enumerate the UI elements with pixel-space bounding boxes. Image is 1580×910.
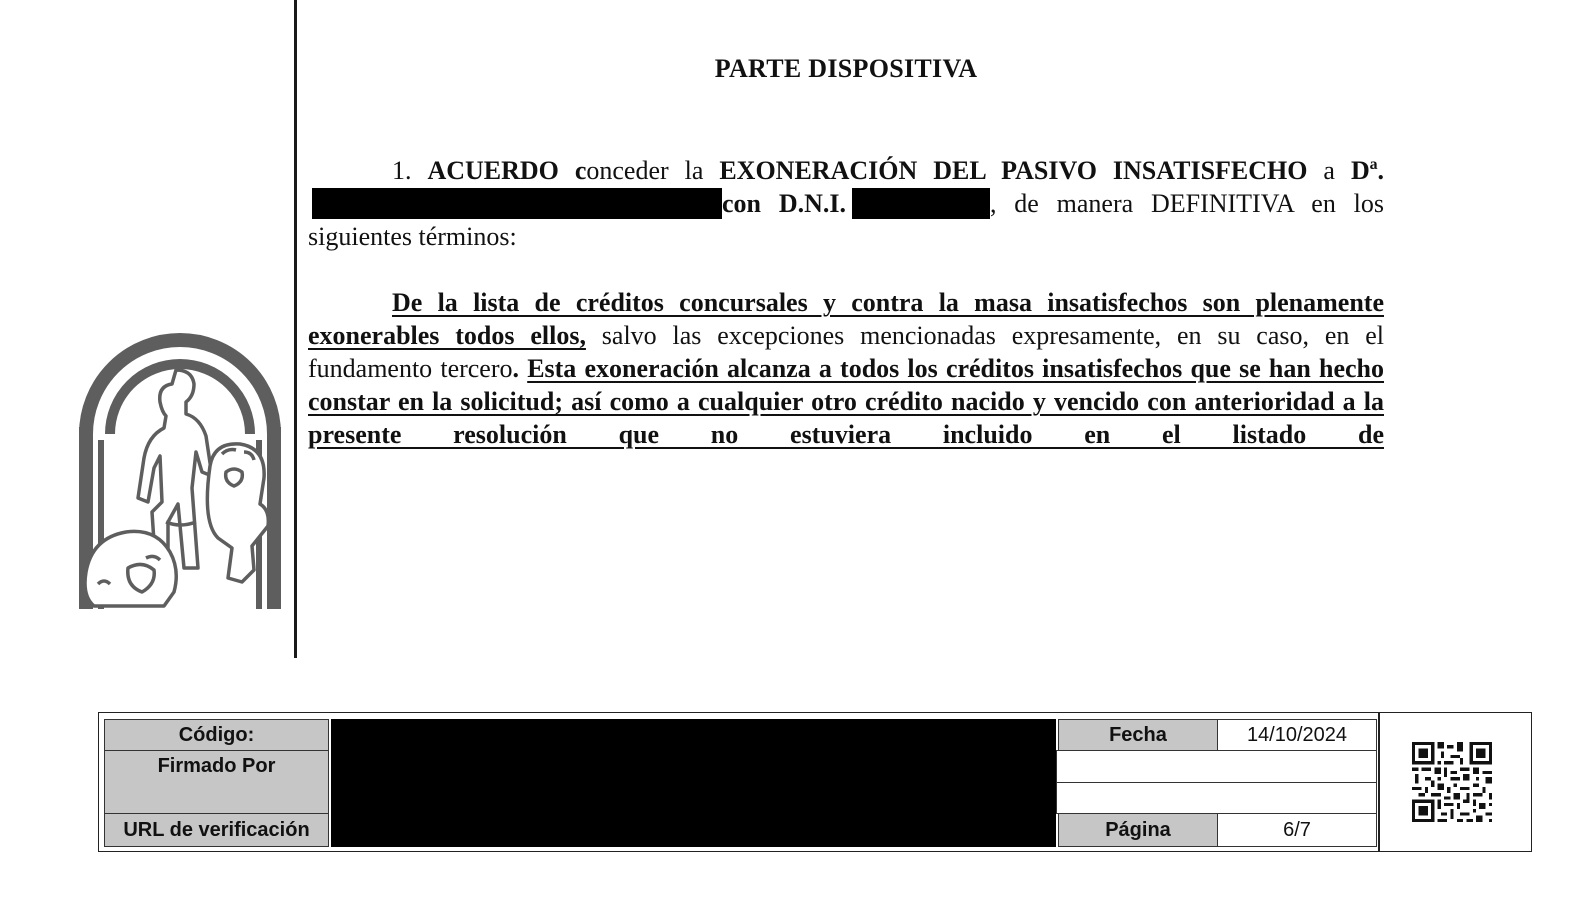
- preposition-a: a: [1307, 156, 1335, 185]
- empty-row-2: [1056, 782, 1377, 814]
- qr-code-icon[interactable]: [1412, 742, 1492, 822]
- pagina-label: Página: [1058, 813, 1218, 847]
- firmado-label: Firmado Por: [104, 750, 329, 814]
- dni-label: con D.N.I.: [722, 189, 846, 218]
- redacted-signature-info: [331, 719, 1056, 847]
- redacted-name: [312, 188, 722, 219]
- section-title: PARTE DISPOSITIVA: [714, 54, 978, 83]
- scope-underlined-2: Esta exoneración alcanza a todos los créditos insatisfechos que se han hecho constar en la solicitud; así como a cualquier otro crédito nacido y vencido con anterioridad a la presente resolución que no estuviera incluido en el listado de: [308, 354, 1384, 449]
- paragraph-agreement: [308, 154, 1384, 253]
- fecha-value: 14/10/2024: [1217, 719, 1377, 751]
- codigo-label: Código:: [104, 719, 329, 751]
- margin-rule: [294, 0, 297, 658]
- junta-andalucia-emblem-icon: [76, 322, 284, 618]
- scope-text: salvo las excepciones mencionadas expresamente, en su caso, en el fundamento tercero: [308, 321, 1384, 383]
- list-number: 1.: [392, 156, 428, 185]
- qr-divider: [1378, 712, 1380, 852]
- paragraph-scope: [308, 286, 1384, 451]
- fecha-label: Fecha: [1058, 719, 1218, 751]
- scope-underlined-1: De la lista de créditos concursales y contra la masa insatisfechos son plenamente exonerables todos ellos,: [308, 288, 1384, 350]
- redacted-dni: [852, 188, 990, 219]
- acuerdo-text: onceder la: [586, 156, 720, 185]
- empty-row-1: [1056, 750, 1377, 783]
- agreement-tail: , de manera DEFINITIVA en los siguientes términos:: [308, 189, 1384, 251]
- scope-period: .: [512, 354, 528, 383]
- exoneracion-bold: EXONERACIÓN DEL PASIVO INSATISFECHO: [719, 156, 1308, 185]
- pagina-value: 6/7: [1217, 813, 1377, 847]
- url-verificacion-label: URL de verificación: [104, 813, 329, 847]
- title-da: Dª.: [1350, 156, 1385, 185]
- acuerdo-bold: ACUERDO c: [427, 156, 587, 185]
